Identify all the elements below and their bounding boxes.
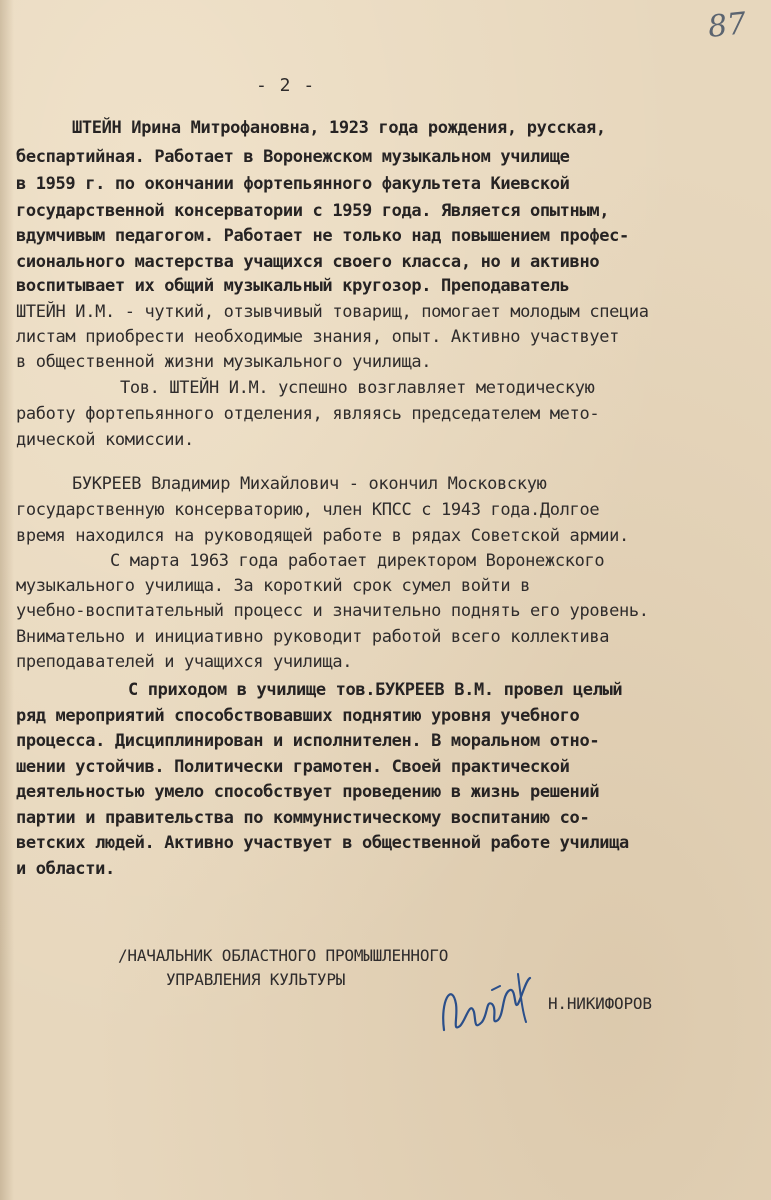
text-line: ШТЕЙН Ирина Митрофановна, 1923 года рождения, русская, <box>72 118 606 138</box>
text-line: дической комиссии. <box>16 430 194 450</box>
text-line: Тов. ШТЕЙН И.М. успешно возглавляет методическую <box>120 378 595 398</box>
text-line: музыкального училища. За короткий срок сумел войти в <box>16 576 531 596</box>
text-line: и области. <box>16 859 115 879</box>
signatory-title-line-2: УПРАВЛЕНИЯ КУЛЬТУРЫ <box>166 970 346 989</box>
text-line: государственной консерватории с 1959 года. Является опытным, <box>16 201 610 221</box>
text-line: учебно-воспитательный процесс и значительно поднять его уровень. <box>16 601 649 621</box>
text-line: БУКРЕЕВ Владимир Михайлович - окончил Московскую <box>72 474 547 494</box>
text-line: шении устойчив. Политически грамотен. Своей практической <box>16 757 570 777</box>
text-line: листам приобрести необходимые знания, опыт. Активно участвует <box>16 327 619 347</box>
text-line: Внимательно и инициативно руководит работой всего коллектива <box>16 627 610 647</box>
text-line: воспитывает их общий музыкальный кругозор. Преподаватель <box>16 276 570 296</box>
page-edge-shadow <box>0 0 14 1200</box>
text-line: ШТЕЙН И.М. - чуткий, отзывчивый товарищ, помогает молодым специа <box>16 302 649 322</box>
page-number: - 2 - <box>256 75 316 96</box>
text-line: преподавателей и учащихся училища. <box>16 652 353 672</box>
text-line: в 1959 г. по окончании фортепьянного факультета Киевской <box>16 174 570 194</box>
text-line: работу фортепьянного отделения, являясь председателем мето- <box>16 404 600 424</box>
text-line: ряд мероприятий способствовавших поднятию уровня учебного <box>16 706 580 726</box>
signatory-name: Н.НИКИФОРОВ <box>548 994 652 1013</box>
text-line: С марта 1963 года работает директором Воронежского <box>110 551 605 571</box>
text-line: партии и правительства по коммунистическому воспитанию со- <box>16 808 590 828</box>
text-line: сионального мастерства учащихся своего класса, но и активно <box>16 252 600 272</box>
text-line: процесса. Дисциплинирован и исполнителен. В моральном отно- <box>16 731 600 751</box>
text-line: вдумчивым педагогом. Работает не только над повышением профес- <box>16 226 629 246</box>
text-line: время находился на руководящей работе в рядах Советской армии. <box>16 526 629 546</box>
archive-page-number: 87 <box>706 6 748 45</box>
text-line: в общественной жизни музыкального училища. <box>16 352 432 372</box>
text-line: государственную консерваторию, член КПСС с 1943 года.Долгое <box>16 500 600 520</box>
signatory-title-line-1: /НАЧАЛЬНИК ОБЛАСТНОГО ПРОМЫШЛЕННОГО <box>118 946 449 965</box>
handwritten-signature <box>430 960 540 1050</box>
text-line: деятельностью умело способствует проведению в жизнь решений <box>16 782 600 802</box>
text-line: ветских людей. Активно участвует в общественной работе училища <box>16 833 629 853</box>
text-line: С приходом в училище тов.БУКРЕЕВ В.М. провел целый <box>128 680 623 700</box>
text-line: беспартийная. Работает в Воронежском музыкальном училище <box>16 147 570 167</box>
